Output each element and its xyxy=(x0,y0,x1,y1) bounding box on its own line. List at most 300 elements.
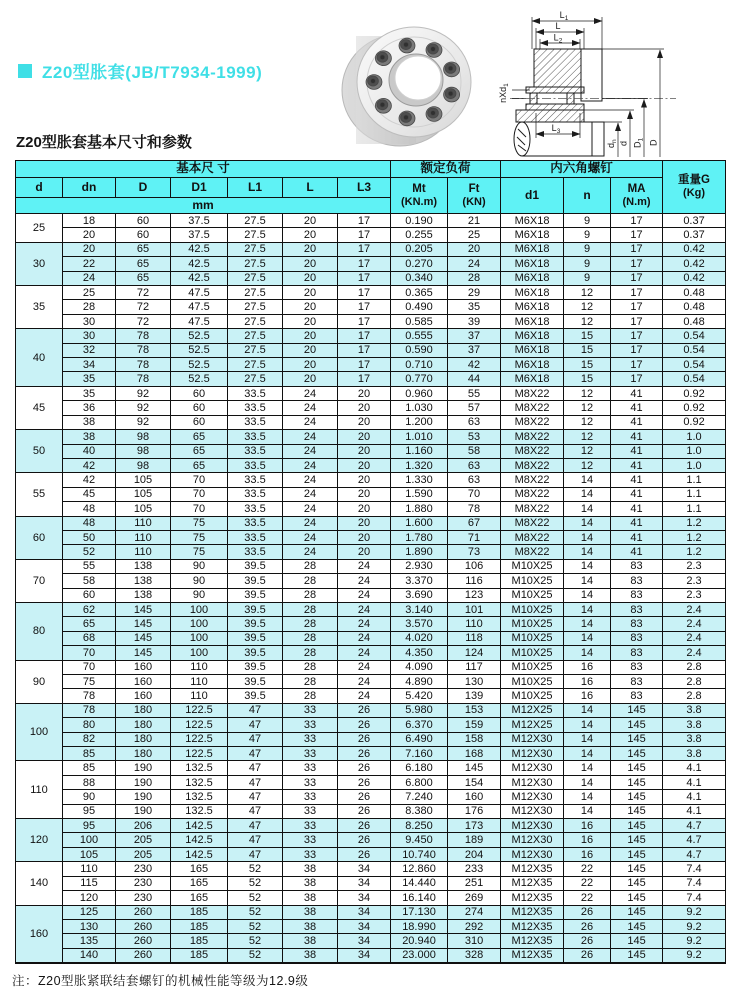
cell-value: M10X25 xyxy=(501,574,564,588)
cell-value: 185 xyxy=(171,919,228,933)
cell-value: 118 xyxy=(448,631,501,645)
dim-label-L1: $L_1$ xyxy=(559,10,569,22)
cell-value: 39.5 xyxy=(228,646,283,660)
cell-value: 180 xyxy=(116,718,171,732)
cell-value: 39.5 xyxy=(228,559,283,573)
cell-value: 41 xyxy=(611,473,663,487)
col-header-d1: d1 xyxy=(501,178,564,214)
cell-value: 9.2 xyxy=(663,948,726,962)
cell-value: 26 xyxy=(564,948,611,962)
cell-value: 1.1 xyxy=(663,502,726,516)
cell-value: 37.5 xyxy=(171,228,228,242)
cell-value: M6X18 xyxy=(501,329,564,343)
cell-value: M10X25 xyxy=(501,660,564,674)
cell-value: 52 xyxy=(228,876,283,890)
col-header-Ft: Ft (KN) xyxy=(448,178,501,214)
cell-value: 68 xyxy=(63,631,116,645)
table-row xyxy=(16,747,726,761)
cell-value: 17 xyxy=(611,257,663,271)
cell-value: 27.5 xyxy=(228,329,283,343)
cell-value: 190 xyxy=(116,761,171,775)
cell-value: 0.48 xyxy=(663,314,726,328)
cell-value: 60 xyxy=(171,386,228,400)
table-row xyxy=(16,487,726,501)
cell-value: 180 xyxy=(116,732,171,746)
cell-value: 27.5 xyxy=(228,214,283,228)
cell-value: 65 xyxy=(171,458,228,472)
cell-value: 0.37 xyxy=(663,228,726,242)
table-row xyxy=(16,934,726,948)
cell-value: 14 xyxy=(564,516,611,530)
cell-value: 14 xyxy=(564,804,611,818)
table-row xyxy=(16,631,726,645)
cell-value: 92 xyxy=(116,386,171,400)
dim-label-D: D xyxy=(648,139,659,146)
cell-value: 4.7 xyxy=(663,847,726,861)
square-bullet-icon xyxy=(18,64,32,78)
cell-value: 27.5 xyxy=(228,228,283,242)
cell-value: 110 xyxy=(63,862,116,876)
col-header-L: L xyxy=(283,178,338,198)
cell-value: 41 xyxy=(611,415,663,429)
table-row xyxy=(16,919,726,933)
col-header-weight: 重量G (Kg) xyxy=(663,161,726,214)
cell-value: 75 xyxy=(171,516,228,530)
cell-value: 24 xyxy=(283,530,338,544)
cell-value: M12X25 xyxy=(501,703,564,717)
cell-value: 60 xyxy=(116,214,171,228)
cell-value: 39.5 xyxy=(228,675,283,689)
cell-value: 85 xyxy=(63,761,116,775)
cell-value: 58 xyxy=(63,574,116,588)
cell-value: 12.860 xyxy=(391,862,448,876)
cell-value: M6X18 xyxy=(501,228,564,242)
cell-value: 10.740 xyxy=(391,847,448,861)
cell-value: 26 xyxy=(564,934,611,948)
cell-value: 33 xyxy=(283,718,338,732)
cell-value: 83 xyxy=(611,689,663,703)
cell-value: 138 xyxy=(116,588,171,602)
cell-value: 42 xyxy=(63,473,116,487)
cell-value: 38 xyxy=(283,948,338,962)
table-row xyxy=(16,300,726,314)
cell-value: 28 xyxy=(283,617,338,631)
cell-value: 70 xyxy=(171,487,228,501)
cell-value: 145 xyxy=(611,718,663,732)
col-header-L3: L3 xyxy=(338,178,391,198)
cell-value: 145 xyxy=(611,747,663,761)
cell-value: M8X22 xyxy=(501,386,564,400)
cell-value: 14 xyxy=(564,790,611,804)
page-title-text: Z20型胀套(JB/T7934-1999) xyxy=(42,63,263,82)
cell-value: 14 xyxy=(564,588,611,602)
cell-d-group: 120 xyxy=(16,819,63,862)
cell-value: M12X35 xyxy=(501,876,564,890)
cell-value: 1.320 xyxy=(391,458,448,472)
table-row xyxy=(16,602,726,616)
cell-value: 105 xyxy=(116,502,171,516)
cell-value: 0.710 xyxy=(391,358,448,372)
cell-value: 83 xyxy=(611,631,663,645)
cell-value: 20 xyxy=(283,372,338,386)
cell-value: 145 xyxy=(611,862,663,876)
cell-value: 39.5 xyxy=(228,689,283,703)
cell-value: 53 xyxy=(448,430,501,444)
cell-value: 0.190 xyxy=(391,214,448,228)
table-body xyxy=(16,214,726,963)
cell-value: 27.5 xyxy=(228,271,283,285)
cell-value: 20 xyxy=(338,401,391,415)
cell-value: 78 xyxy=(116,358,171,372)
cell-value: 33.5 xyxy=(228,415,283,429)
cell-value: 328 xyxy=(448,948,501,962)
cell-value: 122.5 xyxy=(171,703,228,717)
cell-value: 12 xyxy=(564,386,611,400)
cell-value: 6.490 xyxy=(391,732,448,746)
cell-value: 52.5 xyxy=(171,329,228,343)
cell-value: 189 xyxy=(448,833,501,847)
cell-value: 12 xyxy=(564,286,611,300)
spec-table xyxy=(15,160,726,964)
cell-value: 1.200 xyxy=(391,415,448,429)
table-row xyxy=(16,530,726,544)
cell-value: 24 xyxy=(283,401,338,415)
cell-value: 100 xyxy=(171,602,228,616)
cell-value: 72 xyxy=(116,314,171,328)
cell-value: M12X30 xyxy=(501,747,564,761)
table-row xyxy=(16,286,726,300)
cell-value: 17 xyxy=(338,228,391,242)
cell-value: M6X18 xyxy=(501,358,564,372)
cell-value: 14 xyxy=(564,487,611,501)
cell-value: 17 xyxy=(611,314,663,328)
cell-value: M6X18 xyxy=(501,343,564,357)
cell-value: 33.5 xyxy=(228,545,283,559)
cell-value: 1.2 xyxy=(663,545,726,559)
cell-value: 8.250 xyxy=(391,819,448,833)
cell-value: 41 xyxy=(611,386,663,400)
table-row xyxy=(16,646,726,660)
cell-value: 190 xyxy=(116,790,171,804)
cell-value: M8X22 xyxy=(501,430,564,444)
cell-value: 38 xyxy=(63,430,116,444)
cell-value: 110 xyxy=(171,675,228,689)
cell-value: M6X18 xyxy=(501,314,564,328)
cell-value: 47 xyxy=(228,761,283,775)
cell-d-group: 160 xyxy=(16,905,63,963)
cell-value: 2.8 xyxy=(663,660,726,674)
cell-value: 47 xyxy=(228,790,283,804)
cell-value: M6X18 xyxy=(501,271,564,285)
cell-value: 1.160 xyxy=(391,444,448,458)
cell-value: 34 xyxy=(338,919,391,933)
cell-value: 17 xyxy=(611,214,663,228)
cell-value: 35 xyxy=(448,300,501,314)
cell-value: 47 xyxy=(228,833,283,847)
cell-value: 17 xyxy=(338,343,391,357)
cell-value: 165 xyxy=(171,876,228,890)
cell-value: 70 xyxy=(171,473,228,487)
cell-value: 28 xyxy=(283,574,338,588)
cell-value: 26 xyxy=(338,732,391,746)
cell-value: 47.5 xyxy=(171,286,228,300)
cell-value: 92 xyxy=(116,415,171,429)
cell-value: 27.5 xyxy=(228,286,283,300)
cell-value: 41 xyxy=(611,502,663,516)
cell-value: 12 xyxy=(564,300,611,314)
cell-value: M12X30 xyxy=(501,761,564,775)
cell-value: M8X22 xyxy=(501,444,564,458)
cell-value: 40 xyxy=(63,444,116,458)
cross-section-drawing xyxy=(496,1,738,159)
cell-value: 65 xyxy=(116,271,171,285)
cell-value: 33 xyxy=(283,847,338,861)
cell-value: 1.2 xyxy=(663,516,726,530)
cell-value: 50 xyxy=(63,530,116,544)
cell-value: 110 xyxy=(116,530,171,544)
cell-value: 4.1 xyxy=(663,775,726,789)
cell-value: 20 xyxy=(63,228,116,242)
cell-value: 20 xyxy=(283,214,338,228)
cell-value: 24 xyxy=(283,430,338,444)
cell-value: 72 xyxy=(116,300,171,314)
cell-value: 9.450 xyxy=(391,833,448,847)
cell-value: 105 xyxy=(63,847,116,861)
cell-value: 180 xyxy=(116,703,171,717)
cell-value: 34 xyxy=(338,934,391,948)
table-row xyxy=(16,386,726,400)
cell-value: 83 xyxy=(611,559,663,573)
cell-value: 18.990 xyxy=(391,919,448,933)
cell-value: M12X30 xyxy=(501,732,564,746)
group-header-rated-load: 额定负荷 xyxy=(391,161,501,178)
cell-value: 20 xyxy=(283,286,338,300)
cell-value: 14 xyxy=(564,473,611,487)
cell-value: 274 xyxy=(448,905,501,919)
cell-value: 37 xyxy=(448,329,501,343)
cell-value: 20.940 xyxy=(391,934,448,948)
col-header-d: d xyxy=(16,178,63,198)
cell-value: 52 xyxy=(228,891,283,905)
table-row xyxy=(16,588,726,602)
cell-value: 0.42 xyxy=(663,242,726,256)
cell-value: 20 xyxy=(338,415,391,429)
cell-value: 70 xyxy=(63,660,116,674)
cell-value: 27.5 xyxy=(228,358,283,372)
cell-value: 20 xyxy=(338,430,391,444)
cell-value: 65 xyxy=(63,617,116,631)
cell-value: 100 xyxy=(171,646,228,660)
cell-value: 9.2 xyxy=(663,919,726,933)
cell-value: 38 xyxy=(283,891,338,905)
cell-value: 154 xyxy=(448,775,501,789)
cell-value: 2.4 xyxy=(663,631,726,645)
cell-value: 110 xyxy=(116,545,171,559)
cell-value: 78 xyxy=(116,329,171,343)
cell-value: 33.5 xyxy=(228,444,283,458)
cell-value: 42.5 xyxy=(171,242,228,256)
cell-value: 47 xyxy=(228,718,283,732)
cell-value: 33.5 xyxy=(228,530,283,544)
cell-value: 52 xyxy=(228,905,283,919)
cell-value: 33 xyxy=(283,703,338,717)
cell-d-group: 45 xyxy=(16,386,63,429)
cell-value: 33 xyxy=(283,775,338,789)
cell-value: M10X25 xyxy=(501,602,564,616)
cell-value: 52 xyxy=(228,862,283,876)
cell-value: 2.8 xyxy=(663,689,726,703)
cell-value: 130 xyxy=(63,919,116,933)
table-row xyxy=(16,790,726,804)
cell-value: 70 xyxy=(448,487,501,501)
cell-value: 0.590 xyxy=(391,343,448,357)
cell-value: 17.130 xyxy=(391,905,448,919)
cell-value: 38 xyxy=(283,862,338,876)
cell-value: 45 xyxy=(63,487,116,501)
cell-value: 145 xyxy=(611,761,663,775)
table-row xyxy=(16,804,726,818)
cell-value: 110 xyxy=(448,617,501,631)
cell-value: 7.240 xyxy=(391,790,448,804)
table-row xyxy=(16,473,726,487)
table-row xyxy=(16,401,726,415)
cell-value: M12X35 xyxy=(501,891,564,905)
cell-d-group: 110 xyxy=(16,761,63,819)
cell-value: 3.140 xyxy=(391,602,448,616)
cell-value: 14 xyxy=(564,574,611,588)
table-row xyxy=(16,214,726,228)
cell-value: 0.365 xyxy=(391,286,448,300)
cell-value: 30 xyxy=(63,314,116,328)
table-row xyxy=(16,257,726,271)
cell-value: 26 xyxy=(564,919,611,933)
cell-value: 16 xyxy=(564,847,611,861)
table-row xyxy=(16,891,726,905)
cell-value: 14 xyxy=(564,559,611,573)
cell-value: 145 xyxy=(116,617,171,631)
cell-value: 88 xyxy=(63,775,116,789)
table-row xyxy=(16,689,726,703)
cell-value: 20 xyxy=(283,257,338,271)
cell-value: 100 xyxy=(171,631,228,645)
cell-value: 130 xyxy=(448,675,501,689)
cell-value: 36 xyxy=(63,401,116,415)
cell-value: 145 xyxy=(611,703,663,717)
cell-value: 33.5 xyxy=(228,473,283,487)
cell-value: 17 xyxy=(611,271,663,285)
cell-value: M12X35 xyxy=(501,905,564,919)
cell-value: 0.92 xyxy=(663,401,726,415)
cell-value: 52.5 xyxy=(171,343,228,357)
cell-value: 73 xyxy=(448,545,501,559)
cell-value: 106 xyxy=(448,559,501,573)
cell-value: 78 xyxy=(116,343,171,357)
cell-value: 145 xyxy=(611,948,663,962)
cell-value: 292 xyxy=(448,919,501,933)
cell-value: M10X25 xyxy=(501,631,564,645)
cell-value: M10X25 xyxy=(501,559,564,573)
group-header-basic-dimensions: 基本尺 寸 xyxy=(16,161,391,178)
table-row xyxy=(16,228,726,242)
cell-value: 27.5 xyxy=(228,343,283,357)
table-row xyxy=(16,444,726,458)
cell-value: 12 xyxy=(564,314,611,328)
cell-value: 14 xyxy=(564,530,611,544)
cell-value: 142.5 xyxy=(171,833,228,847)
cell-value: 34 xyxy=(63,358,116,372)
cell-value: 1.780 xyxy=(391,530,448,544)
cell-value: 24 xyxy=(338,588,391,602)
cell-value: 123 xyxy=(448,588,501,602)
cell-value: 39.5 xyxy=(228,588,283,602)
cell-value: M6X18 xyxy=(501,242,564,256)
cell-value: M12X35 xyxy=(501,862,564,876)
cell-value: 206 xyxy=(116,819,171,833)
cell-value: 20 xyxy=(338,545,391,559)
cell-value: 135 xyxy=(63,934,116,948)
col-header-L1: L1 xyxy=(228,178,283,198)
cell-value: 145 xyxy=(611,775,663,789)
cell-value: 24 xyxy=(283,502,338,516)
cell-value: 83 xyxy=(611,646,663,660)
dim-label-L: L xyxy=(555,21,561,31)
cell-value: 24 xyxy=(338,631,391,645)
cell-value: 0.48 xyxy=(663,300,726,314)
cell-value: 17 xyxy=(611,372,663,386)
cell-value: 16 xyxy=(564,660,611,674)
cell-value: 14 xyxy=(564,646,611,660)
cell-value: 24 xyxy=(338,646,391,660)
cell-value: 17 xyxy=(338,314,391,328)
cell-value: 47 xyxy=(228,703,283,717)
cell-value: M10X25 xyxy=(501,646,564,660)
cell-value: 230 xyxy=(116,891,171,905)
cell-value: 38 xyxy=(283,905,338,919)
cell-value: 6.800 xyxy=(391,775,448,789)
cell-value: 2.8 xyxy=(663,675,726,689)
cell-value: 1.600 xyxy=(391,516,448,530)
cell-value: 17 xyxy=(338,300,391,314)
cell-value: 3.8 xyxy=(663,718,726,732)
cell-d-group: 30 xyxy=(16,242,63,285)
cell-value: 4.090 xyxy=(391,660,448,674)
cell-value: 42 xyxy=(63,458,116,472)
cell-value: 83 xyxy=(611,574,663,588)
cell-value: 21 xyxy=(448,214,501,228)
cell-value: 52.5 xyxy=(171,358,228,372)
cell-value: 65 xyxy=(116,242,171,256)
cell-d-group: 80 xyxy=(16,602,63,660)
cell-value: M6X18 xyxy=(501,257,564,271)
table-row xyxy=(16,271,726,285)
cell-value: 28 xyxy=(283,646,338,660)
cell-value: 18 xyxy=(63,214,116,228)
cell-value: 2.4 xyxy=(663,646,726,660)
cell-value: 37 xyxy=(448,343,501,357)
dim-label-L2: $L_2$ xyxy=(553,32,563,45)
cell-value: M12X35 xyxy=(501,934,564,948)
cell-value: 260 xyxy=(116,934,171,948)
cell-value: 63 xyxy=(448,458,501,472)
cell-value: 145 xyxy=(448,761,501,775)
cell-value: 33 xyxy=(283,833,338,847)
cell-value: 38 xyxy=(63,415,116,429)
cell-value: 26 xyxy=(338,703,391,717)
cell-value: 47 xyxy=(228,819,283,833)
cell-value: 158 xyxy=(448,732,501,746)
col-header-Mt: Mt (KN.m) xyxy=(391,178,448,214)
cell-value: 4.020 xyxy=(391,631,448,645)
